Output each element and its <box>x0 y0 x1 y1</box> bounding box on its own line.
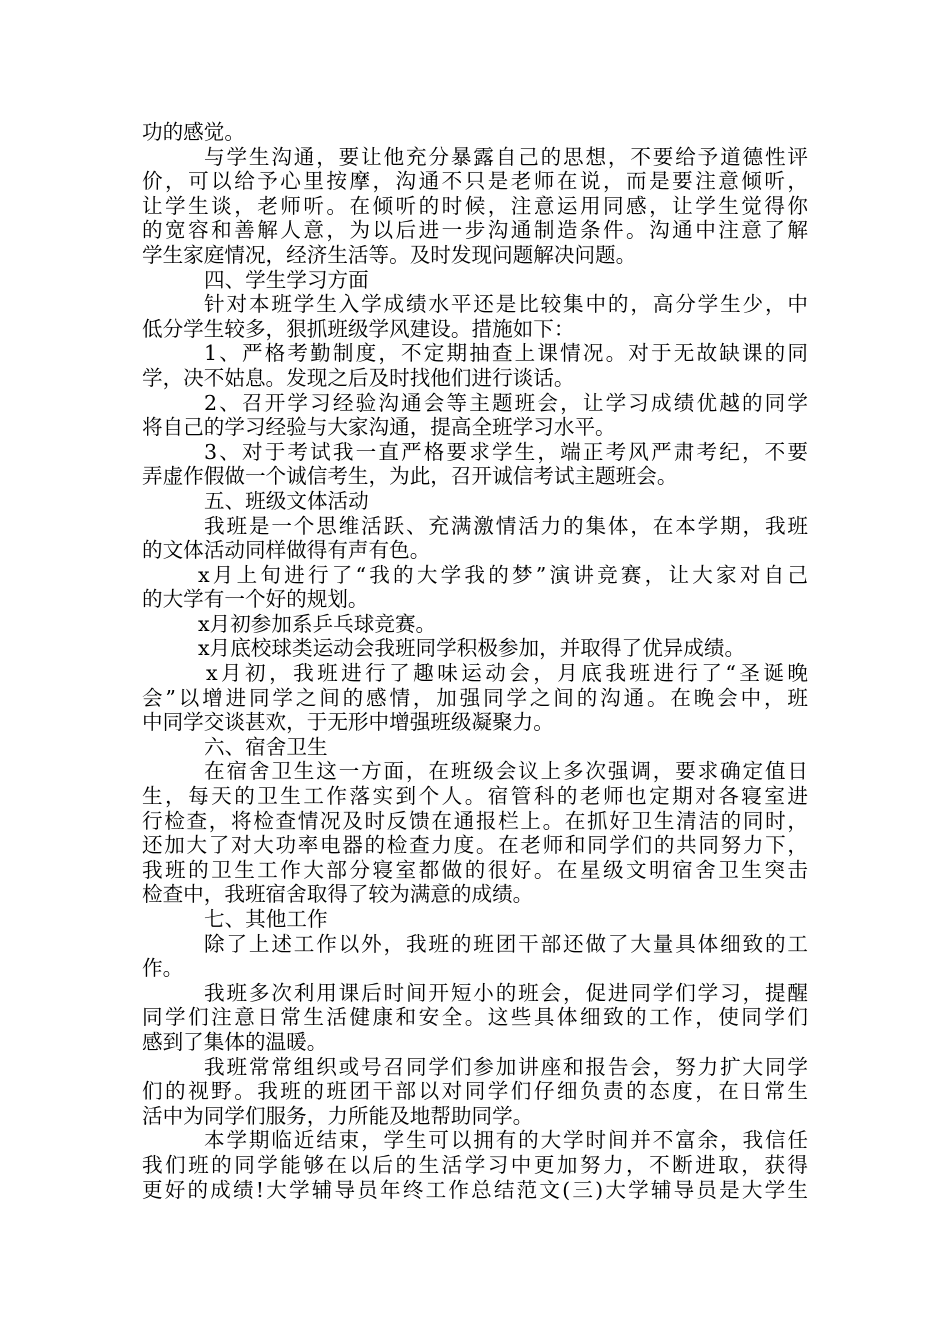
text-line: 我班多次利用课后时间开短小的班会，促进同学们学习，提醒 <box>204 980 808 1005</box>
text-line: 在宿舍卫生这一方面，在班级会议上多次强调，要求确定值日 <box>204 759 808 784</box>
text-line: 除了上述工作以外，我班的班团干部还做了大量具体细致的工 <box>204 931 808 956</box>
text-line: 我班的卫生工作大部分寝室都做的很好。在星级文明宿舍卫生突击 <box>142 857 808 882</box>
text-line: 作。 <box>142 956 184 981</box>
text-line: 的宽容和善解人意，为以后进一步沟通制造条件。沟通中注意了解 <box>142 218 808 243</box>
text-line: x月初，我班进行了趣味运动会，月底我班进行了“圣诞晚 <box>206 661 808 686</box>
text-line: 本学期临近结束，学生可以拥有的大学时间并不富余，我信任 <box>204 1128 808 1153</box>
document-page <box>142 120 808 1202</box>
text-line: 将自己的学习经验与大家沟通，提高全班学习水平。 <box>142 415 616 440</box>
text-line: 1、严格考勤制度，不定期抽查上课情况。对于无故缺课的同 <box>204 341 808 366</box>
text-line: 五、班级文体活动 <box>204 488 369 513</box>
text-line: 生，每天的卫生工作落实到个人。宿管科的老师也定期对各寝室进 <box>142 784 808 809</box>
text-line: 我班是一个思维活跃、充满激情活力的集体，在本学期，我班 <box>204 513 808 538</box>
text-line: 的大学有一个好的规划。 <box>142 587 369 612</box>
text-line: 六、宿舍卫生 <box>204 734 328 759</box>
text-line: x月底校球类运动会我班同学积极参加，并取得了优异成绩。 <box>198 636 746 661</box>
text-line: 会”以增进同学之间的感情，加强同学之间的沟通。在晚会中，班 <box>142 685 808 710</box>
text-line: 感到了集体的温暖。 <box>142 1029 328 1054</box>
text-line: 价，可以给予心里按摩，沟通不只是老师在说，而是要注意倾听， <box>142 169 808 194</box>
text-line: 我班常常组织或号召同学们参加讲座和报告会，努力扩大同学 <box>204 1054 808 1079</box>
text-line: 检查中，我班宿舍取得了较为满意的成绩。 <box>142 882 534 907</box>
text-line: 与学生沟通，要让他充分暴露自己的思想，不要给予道德性评 <box>204 144 808 169</box>
text-line: x月初参加系乒乓球竞赛。 <box>198 611 437 636</box>
text-line: 的文体活动同样做得有声有色。 <box>142 538 431 563</box>
text-line: 行检查，将检查情况及时反馈在通报栏上。在抓好卫生清洁的同时， <box>142 808 808 833</box>
text-line: 弄虚作假做一个诚信考生，为此，召开诚信考试主题班会。 <box>142 464 678 489</box>
text-line: 学生家庭情况，经济生活等。及时发现问题解决问题。 <box>142 242 637 267</box>
text-line: 低分学生较多，狠抓班级学风建设。措施如下： <box>142 316 575 341</box>
text-line: 更好的成绩!大学辅导员年终工作总结范文(三)大学辅导员是大学生 <box>142 1177 808 1202</box>
text-line: 学，决不姑息。发现之后及时找他们进行谈话。 <box>142 365 575 390</box>
text-line: 针对本班学生入学成绩水平还是比较集中的，高分学生少，中 <box>204 292 808 317</box>
text-line: 四、学生学习方面 <box>204 267 369 292</box>
text-line: 3、对于考试我一直严格要求学生，端正考风严肃考纪，不要 <box>204 439 808 464</box>
text-line: 中同学交谈甚欢，于无形中增强班级凝聚力。 <box>142 710 554 735</box>
text-line: x月上旬进行了“我的大学我的梦”演讲竞赛，让大家对自己 <box>198 562 808 587</box>
text-line: 2、召开学习经验沟通会等主题班会，让学习成绩优越的同学 <box>204 390 808 415</box>
text-line: 同学们注意日常生活健康和安全。这些具体细致的工作，使同学们 <box>142 1005 808 1030</box>
text-line: 活中为同学们服务，力所能及地帮助同学。 <box>142 1103 534 1128</box>
text-line: 七、其他工作 <box>204 907 328 931</box>
text-line: 们的视野。我班的班团干部以对同学们仔细负责的态度，在日常生 <box>142 1079 808 1104</box>
text-line: 还加大了对大功率电器的检查力度。在老师和同学们的共同努力下， <box>142 833 808 858</box>
text-line: 功的感觉。 <box>142 120 245 144</box>
text-line: 我们班的同学能够在以后的生活学习中更加努力，不断进取，获得 <box>142 1152 808 1177</box>
text-line: 让学生谈，老师听。在倾听的时候，注意运用同感，让学生觉得你 <box>142 193 808 218</box>
